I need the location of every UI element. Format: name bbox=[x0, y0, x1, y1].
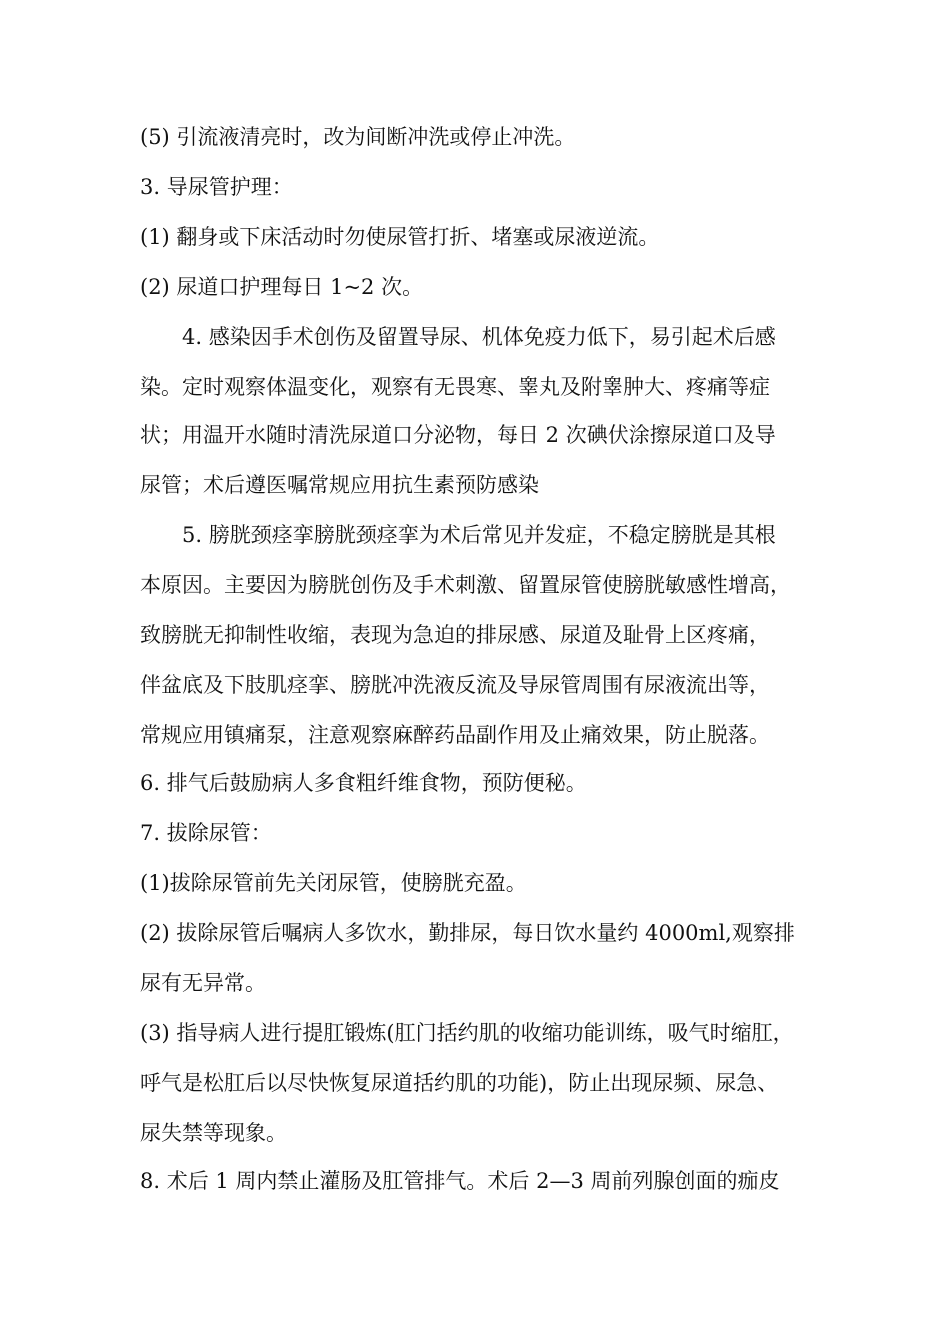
text-line-20: 呼气是松肛后以尽快恢复尿道括约肌的功能)，防止出现尿频、尿急、 bbox=[140, 1071, 779, 1095]
text-line-8: 尿管；术后遵医嘱常规应用抗生素预防感染 bbox=[140, 473, 539, 497]
text-line-3: (1) 翻身或下床活动时勿使尿管打折、堵塞或尿液逆流。 bbox=[140, 225, 660, 249]
text-line-13: 常规应用镇痛泵，注意观察麻醉药品副作用及止痛效果，防止脱落。 bbox=[140, 723, 770, 747]
text-line-21: 尿失禁等现象。 bbox=[140, 1121, 287, 1145]
text-line-9: 5. 膀胱颈痉挛膀胱颈痉挛为术后常见并发症，不稳定膀胱是其根 bbox=[182, 523, 776, 547]
text-line-6: 染。定时观察体温变化，观察有无畏寒、睾丸及附睾肿大、疼痛等症 bbox=[140, 375, 770, 399]
text-line-19: (3) 指导病人进行提肛锻炼(肛门括约肌的收缩功能训练，吸气时缩肛， bbox=[140, 1021, 794, 1045]
text-line-11: 致膀胱无抑制性收缩，表现为急迫的排尿感、尿道及耻骨上区疼痛， bbox=[140, 623, 770, 647]
text-line-5: 4. 感染因手术创伤及留置导尿、机体免疫力低下，易引起术后感 bbox=[182, 325, 776, 349]
text-line-17: (2) 拔除尿管后嘱病人多饮水，勤排尿，每日饮水量约 4000ml,观察排 bbox=[140, 921, 795, 945]
text-line-14: 6. 排气后鼓励病人多食粗纤维食物，预防便秘。 bbox=[140, 771, 587, 795]
text-line-4: (2) 尿道口护理每日 1~2 次。 bbox=[140, 275, 424, 299]
text-line-18: 尿有无异常。 bbox=[140, 971, 266, 995]
text-line-16: (1)拔除尿管前先关闭尿管，使膀胱充盈。 bbox=[140, 871, 527, 895]
text-line-2: 3. 导尿管护理： bbox=[140, 175, 293, 199]
text-line-1: (5) 引流液清亮时，改为间断冲洗或停止冲洗。 bbox=[140, 125, 576, 149]
text-line-12: 伴盆底及下肢肌痉挛、膀胱冲洗液反流及导尿管周围有尿液流出等， bbox=[140, 673, 770, 697]
text-line-22: 8. 术后 1 周内禁止灌肠及肛管排气。术后 2—3 周前列腺创面的痂皮 bbox=[140, 1169, 780, 1193]
text-line-15: 7. 拔除尿管： bbox=[140, 821, 272, 845]
text-line-7: 状；用温开水随时清洗尿道口分泌物，每日 2 次碘伏涂擦尿道口及导 bbox=[140, 423, 776, 447]
text-line-10: 本原因。主要因为膀胱创伤及手术刺激、留置尿管使膀胱敏感性增高， bbox=[140, 573, 791, 597]
